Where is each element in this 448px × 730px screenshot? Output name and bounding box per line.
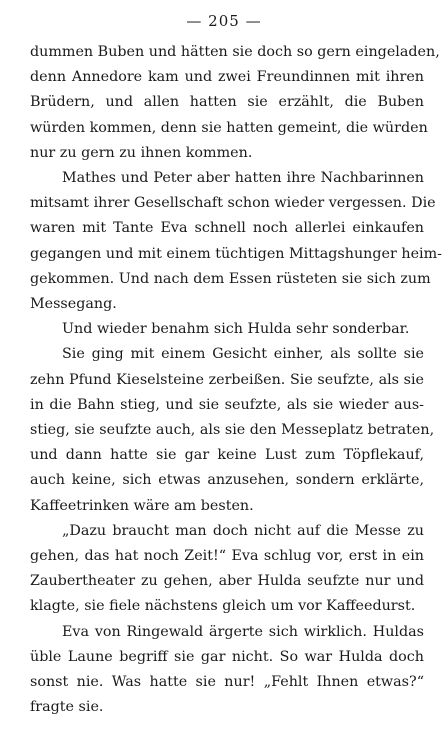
text-line: mitsamt ihrer Gesellschaft schon wieder vergessen. Die: [30, 195, 436, 212]
text-line: auch keine, sich etwas anzusehen, sondern erklärte,: [30, 472, 424, 489]
text-line: würden kommen, denn sie hatten gemeint, die würden: [30, 119, 428, 136]
text-line: Zaubertheater zu gehen, aber Hulda seufzte nur und: [30, 573, 424, 590]
text-line: Brüdern, und allen hatten sie erzählt, die Buben: [30, 94, 424, 111]
text-line: nur zu gern zu ihnen kommen.: [30, 144, 253, 161]
text-line: dummen Buben und hätten sie doch so gern eingeladen,: [30, 44, 440, 60]
text-line: in die Bahn stieg, und sie seufzte, als sie wieder aus-: [30, 396, 424, 413]
text-line: Messegang.: [30, 296, 117, 312]
text-line: waren mit Tante Eva schnell noch allerlei einkaufen: [30, 220, 424, 237]
text-line: und dann hatte sie gar keine Lust zum Töpflekauf,: [30, 447, 424, 464]
paragraph-first-line: „Dazu braucht man doch nicht auf die Messe zu: [62, 522, 424, 539]
page-number: — 205 —: [186, 12, 262, 30]
text-line: üble Laune begriff sie gar nicht. So war Hulda doch: [30, 648, 424, 665]
text-line: Kaffeetrinken wäre am besten.: [30, 497, 254, 514]
text-line: fragte sie.: [30, 699, 104, 716]
text-line: gehen, das hat noch Zeit!“ Eva schlug vor, erst in ein: [30, 548, 424, 564]
text-line: stieg, sie seufzte auch, als sie den Messeplatz betraten,: [30, 422, 435, 438]
paragraph-first-line: Eva von Ringewald ärgerte sich wirklich. Huldas: [62, 623, 424, 640]
text-line: zehn Pfund Kieselsteine zerbeißen. Sie seufzte, als sie: [30, 371, 424, 388]
text-line: gekommen. Und nach dem Essen rüsteten sie sich zum: [30, 270, 431, 287]
text-line: klagte, sie fiele nächstens gleich um vor Kaffeedurst.: [30, 598, 416, 615]
text-line: denn Annedore kam und zwei Freundinnen mit ihren: [30, 69, 424, 86]
text-line: gegangen und mit einem tüchtigen Mittagshunger heim-: [30, 245, 443, 262]
paragraph-first-line: Und wieder benahm sich Hulda sehr sonderbar.: [62, 321, 410, 338]
paragraph-first-line: Mathes und Peter aber hatten ihre Nachbarinnen: [62, 170, 424, 186]
text-line: sonst nie. Was hatte sie nur! „Fehlt Ihnen etwas?“: [30, 674, 424, 690]
paragraph-first-line: Sie ging mit einem Gesicht einher, als sollte sie: [62, 346, 424, 363]
